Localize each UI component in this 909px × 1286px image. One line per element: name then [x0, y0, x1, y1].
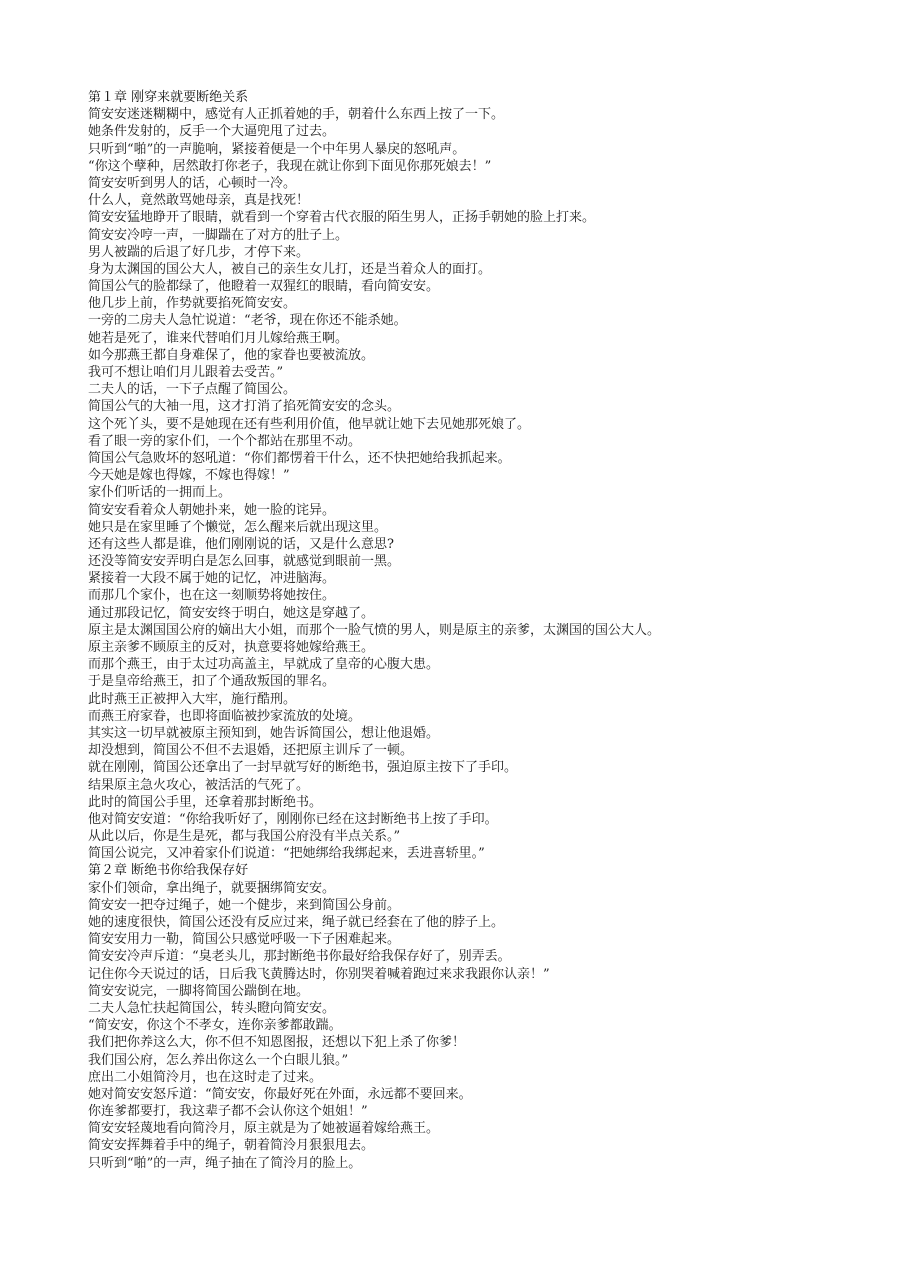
paragraph: 却没想到，简国公不但不去退婚，还把原主训斥了一顿。	[88, 743, 414, 759]
paragraph: 从此以后，你是生是死，都与我国公府没有半点关系。”	[88, 829, 401, 845]
paragraph: 简安安说完，一脚将简国公踹倒在地。	[88, 983, 310, 999]
paragraph: 我可不想让咱们月儿跟着去受苦。”	[88, 365, 284, 380]
paragraph: 还没等简安安弄明白是怎么回事，就感觉到眼前一黑。	[88, 554, 401, 570]
paragraph: 简安安看着众人朝她扑来，她一脸的诧异。	[88, 502, 336, 518]
paragraph: 今天她是嫁也得嫁，不嫁也得嫁！”	[88, 468, 290, 484]
paragraph: 简安安轻蔑地看向简泠月，原主就是为了她被逼着嫁给燕王。	[88, 1121, 440, 1137]
paragraph: 家仆们听话的一拥而上。	[88, 485, 232, 501]
paragraph: 她的速度很快，简国公还没有反应过来，绳子就已经套在了他的脖子上。	[88, 915, 505, 930]
paragraph: 二夫人的话，一下子点醒了简国公。	[88, 382, 297, 398]
paragraph: 你连爹都要打，我这辈子都不会认你这个姐姐！”	[88, 1104, 368, 1120]
paragraph: 庶出二小姐简泠月，也在这时走了过来。	[88, 1069, 323, 1085]
paragraph: 只听到“啪”的一声脆响，紧接着便是一个中年男人暴戾的怒吼声。	[88, 141, 466, 157]
paragraph: 只听到“啪”的一声，绳子抽在了简泠月的脸上。	[88, 1155, 362, 1171]
chapter-title: 第１章 刚穿来就要断绝关系	[88, 90, 249, 105]
paragraph: 简安安冷声斥道：“臭老头儿，那封断绝书你最好给我保存好了，别弄丢。	[88, 949, 511, 965]
paragraph: 简国公气急败坏的怒吼道：“你们都愣着干什么，还不快把她给我抓起来。	[88, 450, 511, 466]
paragraph: 而那个燕王，由于太过功高盖主，早就成了皇帝的心腹大患。	[88, 657, 440, 673]
paragraph: 而那几个家仆，也在这一刻顺势将她按住。	[88, 588, 336, 604]
paragraph: 二夫人急忙扶起简国公，转头瞪向简安安。	[88, 1000, 336, 1016]
paragraph: 简安安迷迷糊糊中，感觉有人正抓着她的手，朝着什么东西上按了一下。	[88, 107, 505, 123]
paragraph: “简安安，你这个不孝女，连你亲爹都敢踹。	[88, 1018, 342, 1034]
paragraph: 我们把你养这么大，你不但不知恩图报，还想以下犯上杀了你爹！	[88, 1035, 466, 1051]
paragraph: “你这个孽种，居然敢打你老子，我现在就让你到下面见你那死娘去！”	[88, 158, 492, 174]
paragraph: 此时的简国公手里，还拿着那封断绝书。	[88, 794, 323, 810]
paragraph: 通过那段记忆，简安安终于明白，她这是穿越了。	[88, 605, 375, 621]
paragraph: 简安安猛地睁开了眼睛，就看到一个穿着古代衣服的陌生男人，正扬手朝她的脸上打来。	[88, 210, 596, 226]
paragraph: 她只是在家里睡了个懒觉，怎么醒来后就出现这里。	[88, 519, 388, 535]
paragraph: 此时燕王正被押入大牢，施行酷刑。	[88, 691, 297, 707]
chapter-title: 第２章 断绝书你给我保存好	[88, 863, 249, 879]
paragraph: 一旁的二房夫人急忙说道：“老爷，现在你还不能杀她。	[88, 313, 407, 329]
paragraph: 简安安听到男人的话，心顿时一冷。	[88, 175, 297, 191]
paragraph: 简国公说完，又冲着家仆们说道：“把她绑给我绑起来，丢进喜轿里。”	[88, 846, 485, 862]
paragraph: 她若是死了，谁来代替咱们月儿嫁给燕王啊。	[88, 330, 349, 346]
paragraph: 他对简安安道：“你给我听好了，刚刚你已经在这封断绝书上按了手印。	[88, 811, 498, 827]
document-page	[88, 89, 888, 1172]
paragraph: 就在刚刚，简国公还拿出了一封早就写好的断绝书，强迫原主按下了手印。	[88, 760, 518, 776]
paragraph: 简安安一把夺过绳子，她一个健步，来到简国公身前。	[88, 897, 401, 913]
paragraph: 简安安用力一勒，简国公只感觉呼吸一下子困难起来。	[88, 932, 401, 948]
paragraph: 看了眼一旁的家仆们，一个个都站在那里不动。	[88, 433, 362, 449]
paragraph: 家仆们领命，拿出绳子，就要捆绑简安安。	[88, 880, 336, 896]
paragraph: 原主亲爹不顾原主的反对，执意要将她嫁给燕王。	[88, 640, 375, 655]
paragraph: 还有这些人都是谁，他们刚刚说的话，又是什么意思?	[88, 536, 394, 552]
paragraph: 结果原主急火攻心，被活活的气死了。	[88, 777, 310, 793]
paragraph: 简国公气的脸都绿了，他瞪着一双猩红的眼睛，看向简安安。	[88, 279, 440, 295]
paragraph: 身为太渊国的国公大人，被自己的亲生女儿打，还是当着众人的面打。	[88, 261, 492, 277]
paragraph: 于是皇帝给燕王，扣了个通敌叛国的罪名。	[88, 674, 336, 690]
paragraph: 他几步上前，作势就要掐死简安安。	[88, 296, 297, 312]
paragraph: 如今那燕王都自身难保了，他的家眷也要被流放。	[88, 347, 375, 363]
paragraph: 紧接着一大段不属于她的记忆，冲进脑海。	[88, 571, 336, 587]
paragraph: 简安安挥舞着手中的绳子，朝着简泠月狠狠甩去。	[88, 1138, 375, 1154]
paragraph: 简安安冷哼一声，一脚踹在了对方的肚子上。	[88, 227, 349, 243]
paragraph: 其实这一切早就被原主预知到，她告诉简国公，想让他退婚。	[88, 725, 440, 741]
paragraph: 这个死丫头，要不是她现在还有些利用价值，他早就让她下去见她那死娘了。	[88, 416, 531, 432]
paragraph: 她对简安安怒斥道：“简安安，你最好死在外面，永远都不要回来。	[88, 1086, 472, 1102]
paragraph: 而燕王府家眷，也即将面临被抄家流放的处境。	[88, 708, 362, 724]
paragraph: 她条件发射的，反手一个大逼兜甩了过去。	[88, 124, 336, 140]
paragraph: 记住你今天说过的话，日后我飞黄腾达时，你别哭着喊着跑过来求我跟你认亲！”	[88, 966, 550, 982]
paragraph: 我们国公府，怎么养出你这么一个白眼儿狼。”	[88, 1052, 349, 1068]
paragraph: 男人被踹的后退了好几步，才停下来。	[88, 244, 310, 260]
paragraph: 原主是太渊国国公府的嫡出大小姐，而那个一脸气愤的男人，则是原主的亲爹，太渊国的国公大人。	[88, 622, 661, 638]
paragraph: 简国公气的大袖一甩，这才打消了掐死简安安的念头。	[88, 399, 401, 415]
paragraph: 什么人，竟然敢骂她母亲，真是找死！	[88, 193, 310, 209]
